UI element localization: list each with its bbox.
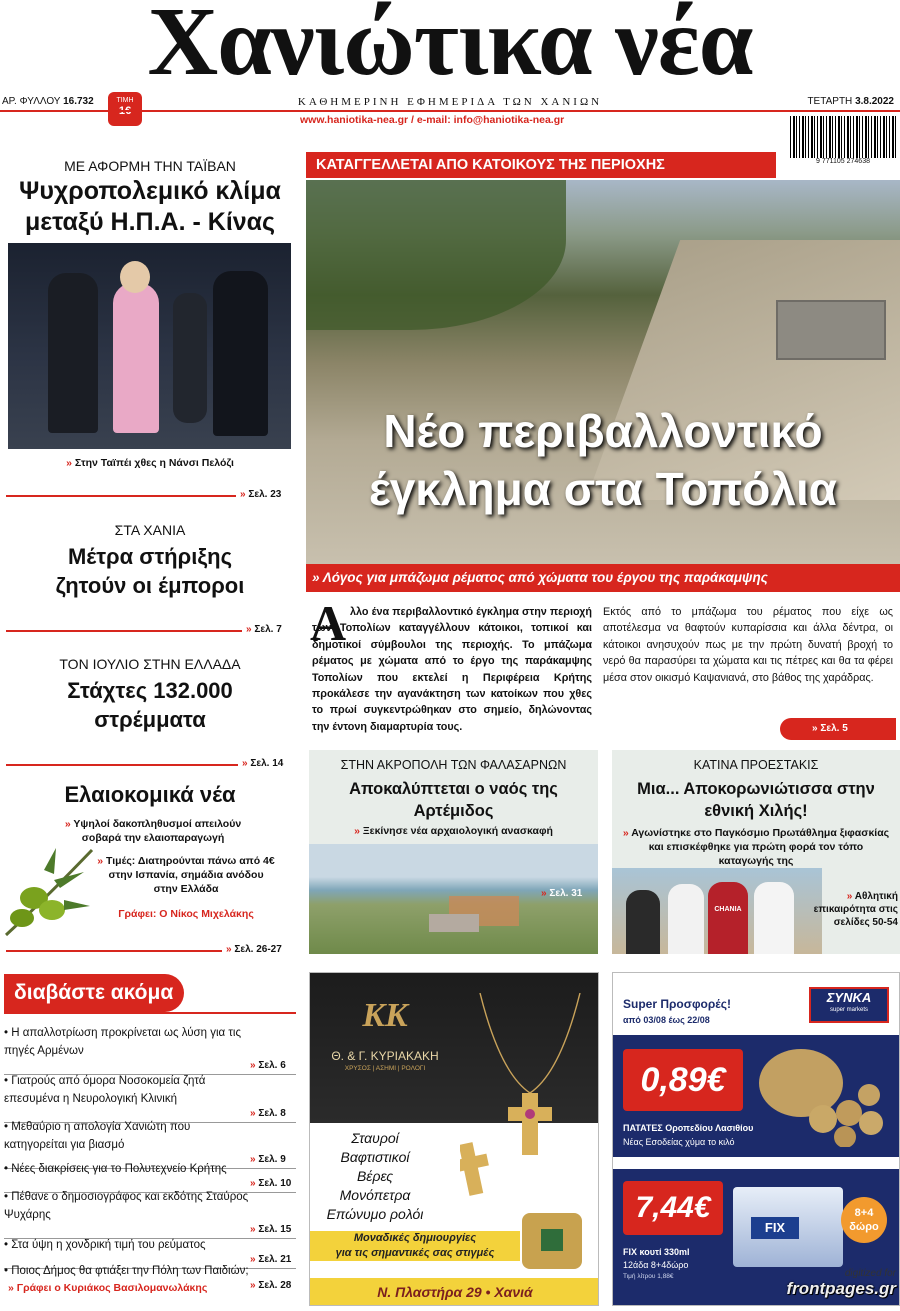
more-item[interactable]: [4, 1024, 296, 1060]
olive-branch-image: [4, 840, 94, 940]
masthead-rule: [0, 110, 900, 112]
falasarna-page: » Σελ. 31: [541, 888, 583, 899]
merchants-kicker: ΣΤΑ ΧΑΝΙΑ: [114, 522, 186, 538]
jewel-item: Μονόπετρα: [339, 1187, 411, 1203]
more-item-text: • Μεθαύριο η απολογία Χανιώτη που κατηγορείται για βιασμό: [4, 1118, 296, 1154]
more-item[interactable]: [4, 1188, 296, 1224]
jewel-item: Επώνυμο ρολόι: [326, 1206, 424, 1222]
main-dropcap: Α: [310, 595, 347, 651]
synka-desc-2c: Τιμή λίτρου 1,88€: [623, 1273, 674, 1280]
taiwan-headline: Ψυχροπολεμικό κλίμα μεταξύ Η.Π.Α. - Κίνας: [19, 177, 281, 236]
ring-image: [522, 1213, 582, 1269]
more-item-page: » Σελ. 8: [250, 1108, 894, 1119]
fix-brand: FIX: [751, 1217, 799, 1239]
taiwan-caption: » Στην Ταϊπέι χθες η Νάνσι Πελόζι: [0, 456, 300, 470]
falasarna-headline: Αποκαλύπτεται ο ναός της Αρτέμιδος: [349, 780, 558, 820]
katina-bullet: » Αγωνίστηκε στο Παγκόσμιο Πρωτάθλημα ξιφασκίας και επισκέφθηκε για πρώτη φορά τον τόπο καταγωγής της: [622, 826, 890, 868]
more-item-text: • Η απαλλοτρίωση προκρίνεται ως λύση για τις πηγές Αρμένων: [4, 1024, 296, 1060]
synka-desc-1b: Νέας Εσοδείας χύμα το κιλό: [623, 1137, 735, 1147]
katina-sports: » Αθλητική επικαιρότητα στις σελίδες 50-54: [812, 890, 898, 929]
cross-pendant-image: [460, 993, 590, 1223]
jewel-logo: KK: [362, 997, 408, 1034]
falasarna-image: [309, 844, 598, 954]
jewel-tagline: ΧΡΥΣΟΣ | ΑΣΗΜΙ | ΡΟΛΟΓΙ: [344, 1065, 426, 1072]
more-item-page: » Σελ. 9: [250, 1154, 894, 1165]
olive-author: Γράφει: Ο Νίκος Μιχελάκης: [118, 908, 254, 920]
synka-logo: ΣΥΝΚΑ super markets: [809, 987, 889, 1023]
more-item-text: • Ποιος Δήμος θα φτιάξει την Πόλη των Παιδιών;: [4, 1262, 296, 1280]
more-item-text: • Νέες διακρίσεις για το Πολυτεχνείο Κρήτης: [4, 1160, 296, 1178]
fix-pack-image: [733, 1187, 843, 1267]
jewel-item: Σταυροί: [351, 1130, 399, 1146]
more-item[interactable]: [4, 1160, 296, 1178]
olive-bullet-1: » Υψηλοί δακοπληθυσμοί απειλούν σοβαρά την ελαιοπαραγωγή: [48, 817, 258, 845]
more-item[interactable]: [4, 1236, 296, 1254]
katina-photo: [612, 868, 822, 954]
ash-headline: Στάχτες 132.000 στρέμματα: [67, 678, 233, 732]
synka-desc-1a: ΠΑΤΑΤΕΣ Οροπεδίου Λασιθίου: [623, 1123, 754, 1133]
more-title-rule: [4, 1012, 296, 1014]
main-body-right: Εκτός από το μπάζωμα του ρέματος που είχε ως αποτέλεσμα να θαφτούν κυπαρίσσια και άλλα δέντρα, οι κάτοικοι ανησυχούν πως με την πρώτη δυνατή βροχή το νερό θα παρασύρει τα χώματα και τις πέτρες και θα τα φέρει μέσα στον οικισμό Καψανιανά, στο βάθος της χαράδρας.: [603, 606, 893, 684]
synka-dates: από 03/08 έως 22/08: [623, 1015, 710, 1025]
watermark: digitized for frontpages.gr: [786, 1268, 896, 1298]
synka-desc-2a: FIX κουτί 330ml: [623, 1247, 690, 1257]
falasarna-kicker: ΣΤΗΝ ΑΚΡΟΠΟΛΗ ΤΩΝ ΦΑΛΑΣΑΡΝΩΝ: [340, 758, 567, 772]
more-item-page: » Σελ. 21: [250, 1254, 894, 1265]
jewel-item: Βέρες: [356, 1168, 394, 1184]
taiwan-photo: [8, 243, 291, 449]
synka-price-1: 0,89€: [623, 1049, 743, 1111]
falasarna-bullet: » Ξεκίνησε νέα αρχαιολογική ανασκαφή: [309, 824, 598, 838]
masthead-subtitle: ΚΑΘΗΜΕΡΙΝΗ ΕΦΗΜΕΡΙΔΑ ΤΩΝ ΧΑΝΙΩΝ: [297, 96, 603, 108]
jewel-item: Βαφτιστικοί: [340, 1149, 410, 1165]
jewel-name: Θ. & Γ. ΚΥΡΙΑΚΑΚΗ: [331, 1049, 439, 1063]
main-body-left: λλο ένα περιβαλλοντικό έγκλημα στην περιοχή των Τοπολίων καταγγέλλουν κάτοικοι, τοπικοί και δημοτικοί σύμβουλοι της περιοχής. Το μπάζωμα ρέματος με χώματα από το έργο της παράκαμψης Τοπολίων που εκτελεί η Περιφέρεια Κρήτης προκάλεσε την αγανάκτηση των κατοίκων που χθες το πρωί συγκεντρώθηκαν στο σημείο, δηλώνοντας την έντονη διαμαρτυρία τους.: [312, 606, 592, 733]
more-item[interactable]: [4, 1072, 296, 1108]
contact-line: www.haniotika-nea.gr / e-mail: info@haniotika-nea.gr: [300, 114, 565, 126]
olive-page: » Σελ. 26-27: [222, 944, 900, 955]
taiwan-page: » Σελ. 23: [236, 489, 900, 500]
falasarna-box: [309, 750, 598, 954]
jewel-ad: [309, 972, 599, 1306]
potatoes-image: [753, 1043, 893, 1147]
main-subhead: » Λόγος για μπάζωμα ρέματος από χώματα του έργου της παράκαμψης: [306, 564, 900, 592]
synka-price-2: 7,44€: [623, 1181, 723, 1235]
katina-shirt-text: CHANIA: [708, 882, 748, 954]
synka-offer-1: [613, 1035, 900, 1157]
ash-kicker: ΤΟΝ ΙΟΥΛΙΟ ΣΤΗΝ ΕΛΛΑΔΑ: [59, 656, 241, 672]
synka-offers: Super Προσφορές!: [623, 997, 731, 1011]
main-kicker: ΚΑΤΑΓΓΕΛΛΕΤΑΙ ΑΠΟ ΚΑΤΟΙΚΟΥΣ ΤΗΣ ΠΕΡΙΟΧΗΣ: [306, 152, 776, 178]
ash-page: » Σελ. 14: [238, 758, 900, 769]
main-photo: [306, 180, 900, 564]
synka-ad: [612, 972, 900, 1306]
more-item[interactable]: [4, 1118, 296, 1154]
katina-headline: Μια... Αποκορωνιώτισσα στην εθνική Χιλής!: [637, 780, 875, 820]
more-item-text: • Γιατρούς από όμορα Νοσοκομεία ζητά επεσυμένα η Νευρολογική Κλινική: [4, 1072, 296, 1108]
more-item-text: • Στα ύψη η χονδρική τιμή του ρεύματος: [4, 1236, 296, 1254]
synka-badge: 8+4 δώρο: [841, 1197, 887, 1243]
main-headline: Νέο περιβαλλοντικό έγκλημα στα Τοπόλια: [368, 405, 838, 515]
main-page: » Σελ. 5: [780, 718, 896, 740]
synka-desc-2b: 12άδα 8+4δώρο: [623, 1260, 689, 1270]
more-author: » Γράφει ο Κυριάκος Βασιλομανωλάκης: [8, 1282, 208, 1294]
jewel-slogan: Μοναδικές δημιουργίες για τις σημαντικές σας στιγμές: [310, 1231, 520, 1261]
price-badge: ΤΙΜΗ: [108, 92, 142, 126]
more-item-text: • Πέθανε ο δημοσιογράφος και εκδότης Σταύρος Ψυχάρης: [4, 1188, 296, 1224]
more-item-page: » Σελ. 10: [250, 1178, 894, 1189]
katina-kicker: ΚΑΤΙΝΑ ΠΡΟΕΣΤΑΚΙΣ: [693, 758, 819, 772]
olive-bullet-2: » Τιμές: Διατηρούνται πάνω από 4€ στην Ισπανία, σημάδια ανόδου στην Ελλάδα: [96, 854, 276, 896]
katina-box: [612, 750, 900, 954]
masthead-title: Χανιώτικα νέα: [147, 0, 753, 96]
more-item-page: » Σελ. 15: [250, 1224, 894, 1235]
more-item-page: » Σελ. 6: [250, 1060, 894, 1071]
issue-number: ΑΡ. ΦΥΛΛΟΥ 16.732: [2, 96, 94, 107]
taiwan-kicker: ΜΕ ΑΦΟΡΜΗ ΤΗΝ ΤΑΪΒΑΝ: [64, 158, 236, 174]
merchants-headline: Μέτρα στήριξης ζητούν οι έμποροι: [55, 544, 245, 598]
jewel-items: [310, 1129, 440, 1224]
more-item[interactable]: [4, 1262, 296, 1280]
jewel-address: Ν. Πλαστήρα 29 • Χανιά: [310, 1278, 599, 1306]
more-item-page: » Σελ. 28: [250, 1280, 894, 1291]
olive-headline: Ελαιοκομικά νέα: [64, 782, 236, 807]
barcode: 9 771105 274638: [790, 116, 896, 174]
issue-date: ΤΕΤΑΡΤΗ 3.8.2022: [807, 96, 894, 107]
more-title: διαβάστε ακόμα: [4, 974, 184, 1012]
merchants-page: » Σελ. 7: [242, 624, 900, 635]
